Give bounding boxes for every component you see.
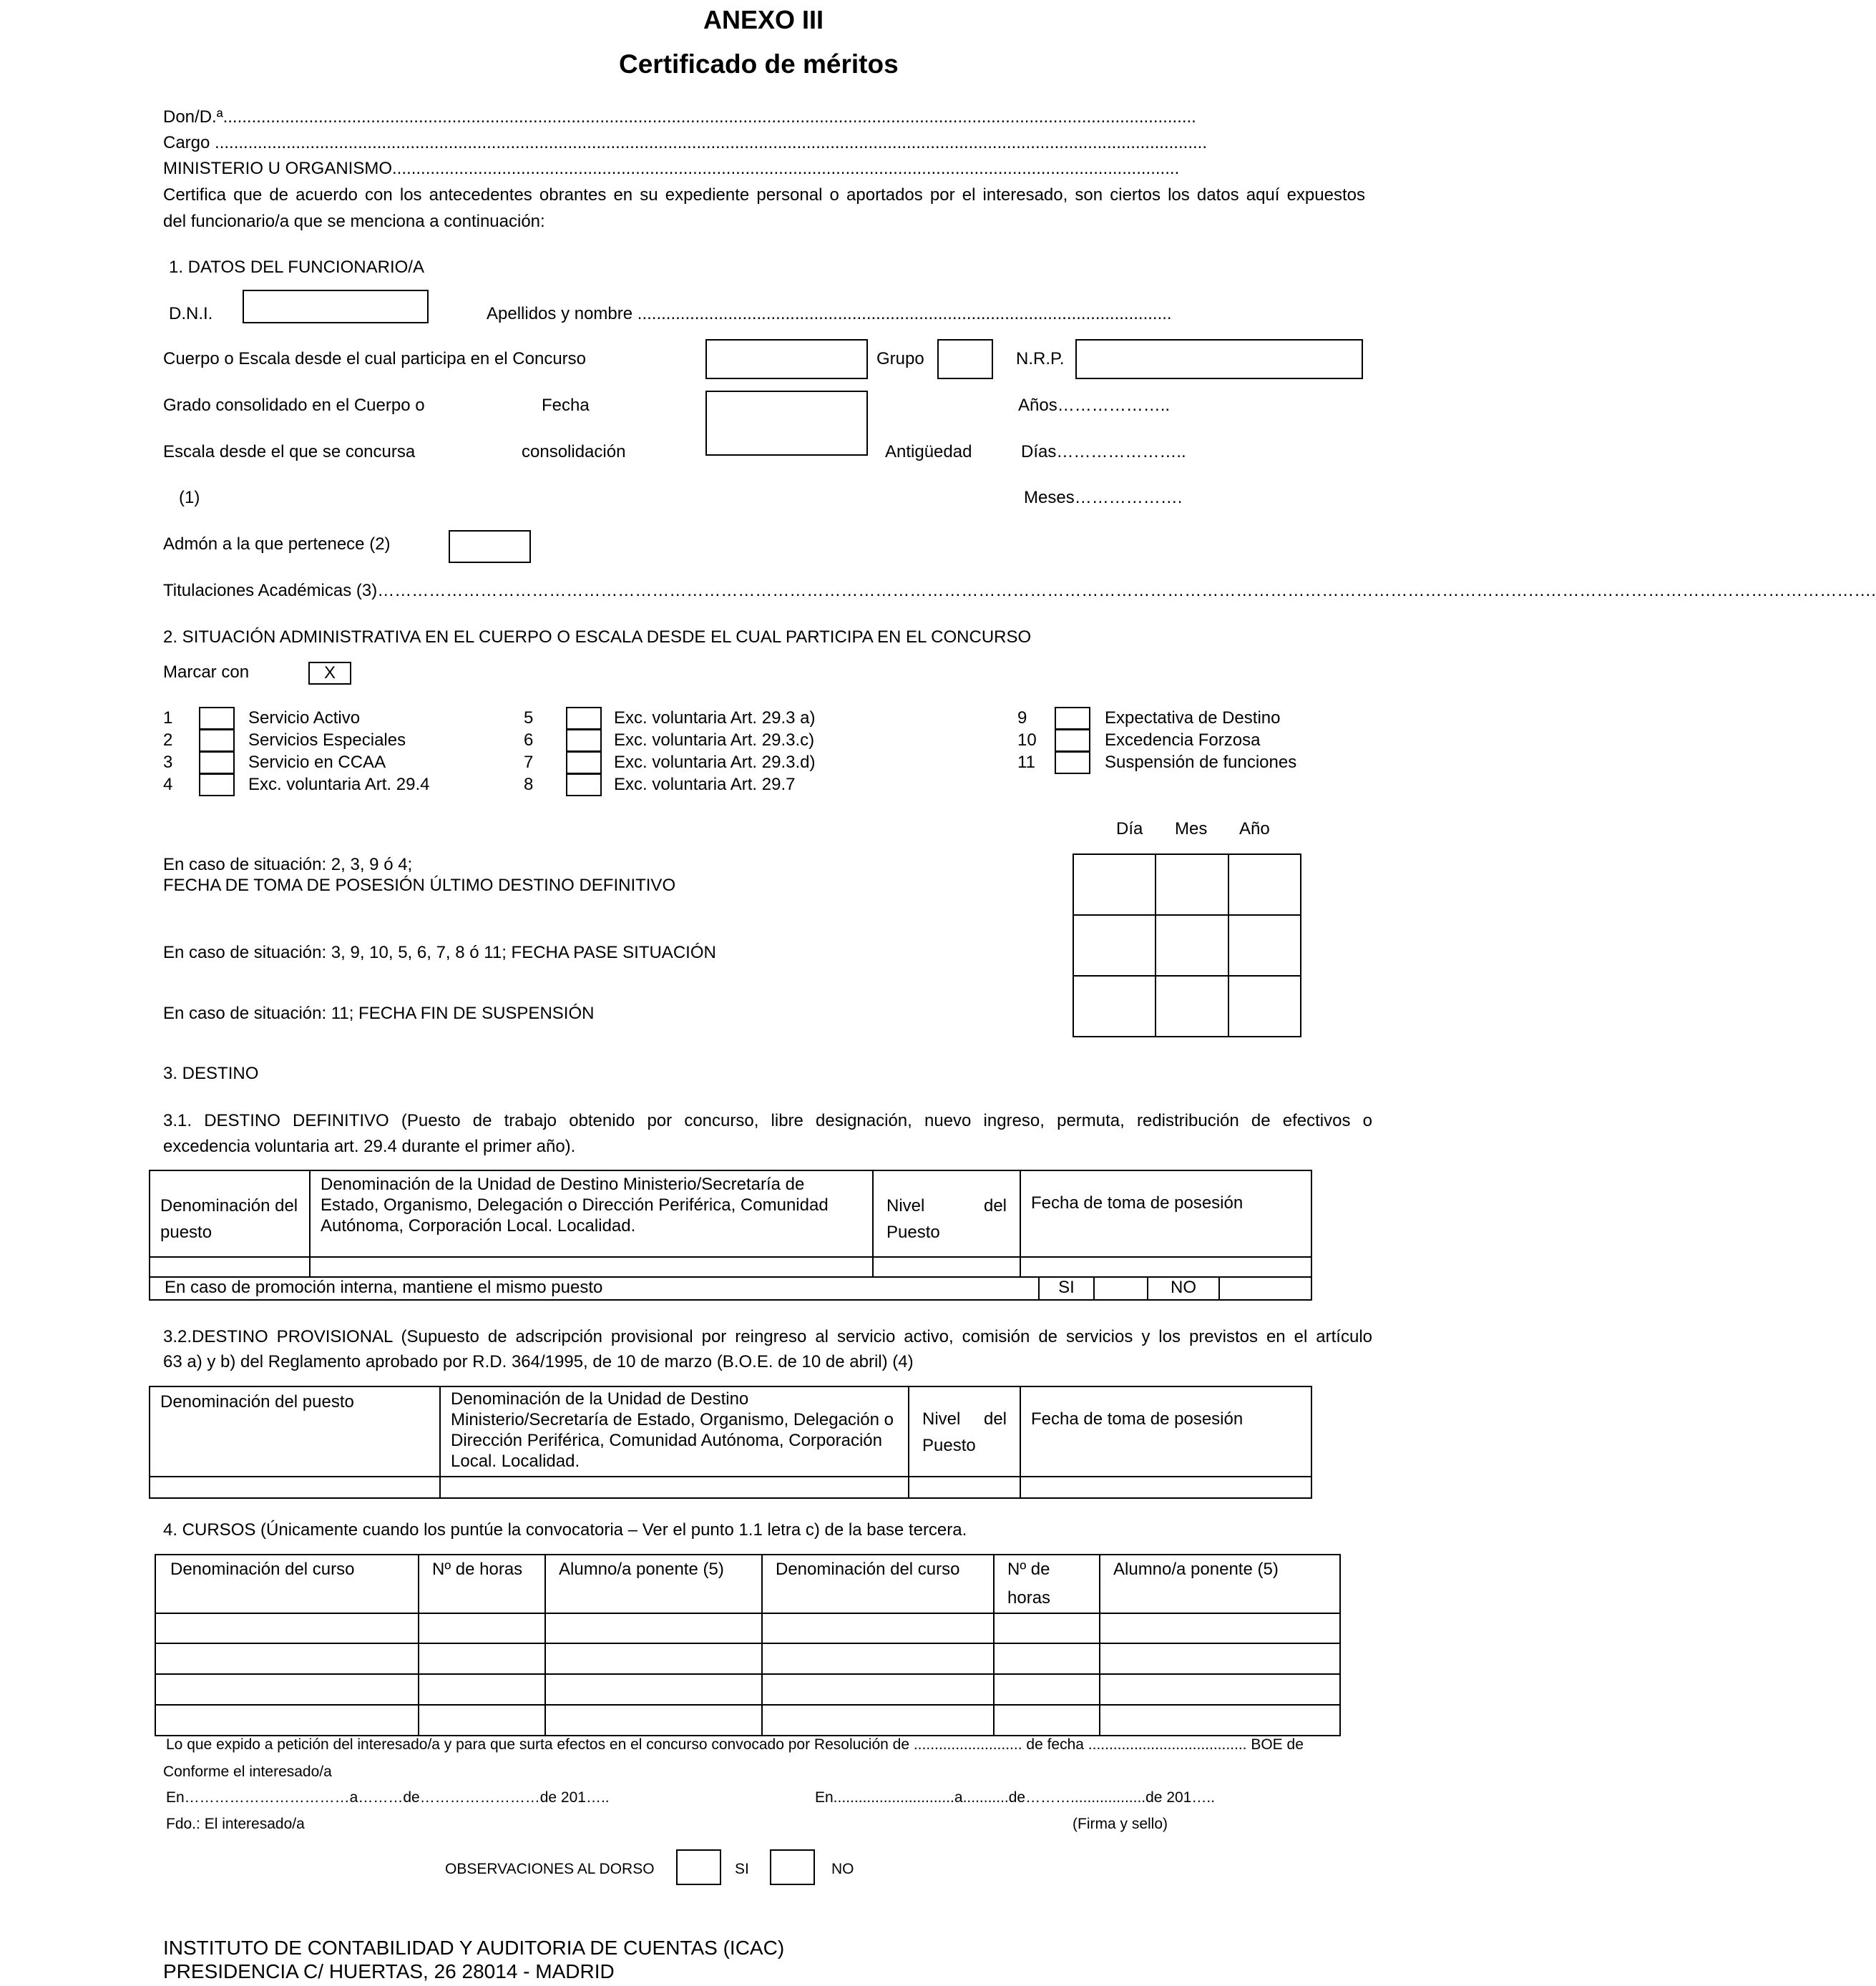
- t1-header-nivel: [873, 1170, 1020, 1257]
- date-header-dia: Día: [1116, 819, 1143, 838]
- situacion-checkbox[interactable]: [566, 773, 602, 796]
- dias-field[interactable]: [1021, 442, 1186, 463]
- nrp-label: N.R.P.: [1016, 349, 1065, 368]
- situacion-checkbox[interactable]: [1055, 707, 1090, 730]
- situacion-label: Excedencia Forzosa: [1105, 730, 1261, 750]
- destino-provisional-table: [149, 1386, 1312, 1499]
- cursos-h-horas-2: Nº de horas: [994, 1555, 1100, 1613]
- caso-2: En caso de situación: 3, 9, 10, 5, 6, 7, 8 ó 11; FECHA PASE SITUACIÓN: [163, 943, 716, 962]
- situacion-checkbox[interactable]: [566, 707, 602, 730]
- section-2-title: 2. SITUACIÓN ADMINISTRATIVA EN EL CUERPO O ESCALA DESDE EL CUAL PARTICIPA EN EL CONCURSO: [163, 627, 1032, 647]
- curso-cell[interactable]: [1100, 1613, 1340, 1643]
- promocion-no-cell[interactable]: [1148, 1277, 1219, 1300]
- dni-input[interactable]: [243, 290, 429, 323]
- table-row: [155, 1674, 1340, 1705]
- curso-cell[interactable]: [155, 1705, 419, 1736]
- t2-del-word: del: [983, 1409, 1007, 1429]
- situacion-label: Exc. voluntaria Art. 29.7: [614, 775, 796, 794]
- situacion-number: 1: [163, 708, 173, 728]
- en-left-text[interactable]: En……………………………a………de……………………de 201…..: [166, 1789, 610, 1806]
- grado-label-1: Grado consolidado en el Cuerpo o: [163, 396, 425, 415]
- t1-nivel-word: Nivel: [886, 1196, 925, 1215]
- apellidos-label: Apellidos y nombre: [487, 304, 633, 323]
- curso-cell[interactable]: [1100, 1705, 1340, 1736]
- dni-label: D.N.I.: [169, 304, 213, 323]
- promocion-no-label: NO: [1171, 1278, 1196, 1297]
- curso-cell[interactable]: [419, 1705, 545, 1736]
- observaciones-no-label: NO: [831, 1861, 854, 1877]
- observaciones-no-box[interactable]: [770, 1849, 815, 1885]
- fecha-pase-ano[interactable]: [1228, 915, 1301, 976]
- promocion-no-box[interactable]: [1219, 1277, 1311, 1300]
- situacion-label: Servicio en CCAA: [248, 753, 386, 772]
- situacion-checkbox[interactable]: [199, 729, 235, 752]
- annex-title: ANEXO III: [703, 5, 824, 34]
- curso-cell[interactable]: [155, 1613, 419, 1643]
- curso-cell[interactable]: [994, 1705, 1100, 1736]
- curso-cell[interactable]: [545, 1613, 762, 1643]
- situacion-label: Servicios Especiales: [248, 730, 406, 750]
- fecha-pase-dia[interactable]: [1073, 915, 1156, 976]
- situacion-checkbox[interactable]: [199, 751, 235, 774]
- cargo-label: Cargo: [163, 133, 210, 152]
- ministerio-dots: .....................................................................................................................................................................: [392, 159, 1180, 178]
- conforme-text: Conforme el interesado/a: [163, 1764, 332, 1780]
- curso-cell[interactable]: [419, 1674, 545, 1705]
- situacion-checkbox[interactable]: [199, 707, 235, 730]
- expido-text: Lo que expido a petición del interesado/a y para que surta efectos en el concurso convocado por Resolución de .......................... de fecha ...................................... BOE de: [166, 1736, 1304, 1753]
- meses-field[interactable]: [1024, 488, 1182, 509]
- don-label: Don/D.ª: [163, 107, 223, 127]
- curso-cell[interactable]: [1100, 1643, 1340, 1674]
- fecha-pase-mes[interactable]: [1156, 915, 1228, 976]
- t1-header-unidad: Denominación de la Unidad de Destino Ministerio/Secretaría de Estado, Organismo, Delegación o Dirección Periférica, Comunidad Autónoma, Corporación Local. Localidad.: [310, 1170, 873, 1257]
- titulaciones-dots: ……………………………………………………………………………………………………………………………………………………………………………………………………………………………………….: [377, 581, 1876, 600]
- dias-label: Días: [1021, 442, 1057, 461]
- t1-header-puesto: Denominación del puesto: [150, 1170, 310, 1257]
- cursos-h-alumno-2: Alumno/a ponente (5): [1100, 1555, 1340, 1613]
- fecha-toma-dia[interactable]: [1073, 854, 1156, 915]
- situacion-number: 10: [1017, 730, 1037, 750]
- curso-cell[interactable]: [762, 1674, 994, 1705]
- situacion-checkbox[interactable]: [566, 751, 602, 774]
- titulaciones-label: Titulaciones Académicas (3): [163, 581, 378, 600]
- situacion-label: Servicio Activo: [248, 708, 361, 728]
- curso-cell[interactable]: [994, 1643, 1100, 1674]
- curso-cell[interactable]: [155, 1643, 419, 1674]
- cuerpo-input[interactable]: [705, 339, 868, 379]
- curso-cell[interactable]: [994, 1674, 1100, 1705]
- anos-field[interactable]: [1018, 396, 1170, 416]
- situacion-checkbox[interactable]: [1055, 729, 1090, 752]
- curso-cell[interactable]: [762, 1613, 994, 1643]
- t1-header-fecha: Fecha de toma de posesión: [1020, 1170, 1311, 1257]
- footer-line-2: PRESIDENCIA C/ HUERTAS, 26 28014 - MADRID: [163, 1960, 615, 1982]
- fdo-text: Fdo.: El interesado/a: [166, 1816, 305, 1832]
- fechas-grid: [1073, 853, 1301, 1037]
- t1-del-word: del: [983, 1196, 1007, 1215]
- caso-1-line-a: En caso de situación: 2, 3, 9 ó 4;: [163, 855, 413, 874]
- page-title: Certificado de méritos: [619, 49, 899, 79]
- cursos-h-horas-1: Nº de horas: [419, 1555, 545, 1613]
- fecha-fin-ano[interactable]: [1228, 976, 1301, 1037]
- admon-input[interactable]: [449, 530, 531, 563]
- curso-cell[interactable]: [545, 1705, 762, 1736]
- situacion-number: 5: [524, 708, 534, 728]
- curso-cell[interactable]: [545, 1643, 762, 1674]
- date-header-mes: Mes: [1175, 819, 1208, 838]
- curso-cell[interactable]: [545, 1674, 762, 1705]
- grado-label-3: (1): [179, 488, 200, 507]
- observaciones-label: OBSERVACIONES AL DORSO: [445, 1861, 655, 1877]
- t2-header-unidad: Denominación de la Unidad de Destino Ministerio/Secretaría de Estado, Organismo, Delegación o Dirección Periférica, Comunidad Autónoma, Corporación Local. Localidad.: [440, 1386, 909, 1477]
- situacion-label: Exc. voluntaria Art. 29.4: [248, 775, 430, 794]
- situacion-checkbox[interactable]: [566, 729, 602, 752]
- promocion-label: En caso de promoción interna, mantiene el mismo puesto: [150, 1277, 1039, 1300]
- apellidos-field[interactable]: [487, 304, 1172, 325]
- cursos-h-denominacion-2: Denominación del curso: [762, 1555, 994, 1613]
- t2-header-puesto: Denominación del puesto: [150, 1386, 440, 1477]
- promocion-si-box[interactable]: [1094, 1277, 1148, 1300]
- nrp-input[interactable]: [1075, 339, 1363, 379]
- destino-definitivo-line-2: excedencia voluntaria art. 29.4 durante el primer año).: [163, 1137, 576, 1156]
- t2-puesto-word: Puesto: [922, 1436, 976, 1455]
- t2-header-fecha: Fecha de toma de posesión: [1020, 1386, 1311, 1477]
- situacion-checkbox[interactable]: [1055, 751, 1090, 774]
- section-1-title: 1. DATOS DEL FUNCIONARIO/A: [169, 258, 424, 277]
- curso-cell[interactable]: [762, 1643, 994, 1674]
- grupo-label: Grupo: [876, 349, 924, 368]
- footer-line-1: INSTITUTO DE CONTABILIDAD Y AUDITORIA DE CUENTAS (ICAC): [163, 1937, 785, 1959]
- meses-label: Meses: [1024, 488, 1075, 507]
- fecha-label-2: consolidación: [522, 442, 626, 461]
- cursos-header-row: [155, 1555, 1340, 1613]
- ministerio-field[interactable]: [163, 159, 1179, 180]
- antiguedad-label: Antigüedad: [885, 442, 972, 461]
- t2-cell-puesto[interactable]: [150, 1477, 440, 1498]
- certifica-line-2: del funcionario/a que se menciona a continuación:: [163, 212, 545, 231]
- curso-cell[interactable]: [994, 1613, 1100, 1643]
- caso-3: En caso de situación: 11; FECHA FIN DE SUSPENSIÓN: [163, 1004, 595, 1023]
- promocion-si-label: SI: [1058, 1278, 1075, 1297]
- situacion-number: 7: [524, 753, 534, 772]
- titulaciones-field[interactable]: [163, 581, 1876, 602]
- situacion-label: Exc. voluntaria Art. 29.3 a): [614, 708, 816, 728]
- fecha-toma-ano[interactable]: [1228, 854, 1301, 915]
- caso-1-line-b: FECHA DE TOMA DE POSESIÓN ÚLTIMO DESTINO DEFINITIVO: [163, 876, 676, 895]
- situacion-label: Exc. voluntaria Art. 29.3.d): [614, 753, 816, 772]
- certifica-line-1: Certifica que de acuerdo con los antecedentes obrantes en su expediente personal o aportados por el interesado, son ciertos los datos aquí expuestos: [163, 185, 1365, 205]
- situacion-number: 11: [1017, 753, 1035, 772]
- destino-definitivo-line-1: 3.1. DESTINO DEFINITIVO (Puesto de trabajo obtenido por concurso, libre designación, nuevo ingreso, permuta, redistribución de efectivos o: [163, 1111, 1372, 1130]
- situacion-label: Suspensión de funciones: [1105, 753, 1297, 772]
- situacion-number: 6: [524, 730, 534, 750]
- situacion-label: Exc. voluntaria Art. 29.3.c): [614, 730, 815, 750]
- grupo-input[interactable]: [937, 339, 993, 379]
- en-right-text[interactable]: En.............................a...........de………..................de 201…..: [815, 1789, 1216, 1806]
- destino-provisional-line-1: 3.2.DESTINO PROVISIONAL (Supuesto de adscripción provisional por reingreso al servicio activo, comisión de servicios y los previstos en el artículo: [163, 1327, 1372, 1346]
- section-3-title: 3. DESTINO: [163, 1064, 259, 1083]
- don-field[interactable]: [163, 107, 1196, 128]
- cargo-dots: ................................................................................................................................................................................................................: [215, 133, 1207, 152]
- fecha-toma-mes[interactable]: [1156, 854, 1228, 915]
- promocion-table: [149, 1276, 1312, 1301]
- t2-cell-fecha[interactable]: [1020, 1477, 1311, 1498]
- cursos-h-denominacion-1: Denominación del curso: [155, 1555, 419, 1613]
- cursos-table: [155, 1554, 1341, 1736]
- curso-cell[interactable]: [762, 1705, 994, 1736]
- situacion-number: 3: [163, 753, 173, 772]
- marcar-label: Marcar con: [163, 662, 250, 682]
- cuerpo-label: Cuerpo o Escala desde el cual participa en el Concurso: [163, 349, 587, 368]
- curso-cell[interactable]: [155, 1674, 419, 1705]
- situacion-checkbox[interactable]: [199, 773, 235, 796]
- firma-text: (Firma y sello): [1073, 1816, 1168, 1832]
- situacion-number: 8: [524, 775, 534, 794]
- don-dots: ............................................................................................................................................................................................................: [223, 107, 1196, 127]
- marcar-x-sample: X: [308, 662, 351, 685]
- date-header-ano: Año: [1239, 819, 1270, 838]
- t1-cell-fecha[interactable]: [1020, 1257, 1311, 1277]
- t2-cell-nivel[interactable]: [909, 1477, 1020, 1498]
- fecha-fin-mes[interactable]: [1156, 976, 1228, 1037]
- destino-definitivo-table: [149, 1170, 1312, 1278]
- table-row: [155, 1613, 1340, 1643]
- fecha-consolidacion-input[interactable]: [705, 391, 868, 456]
- curso-cell[interactable]: [419, 1643, 545, 1674]
- table-row: [155, 1643, 1340, 1674]
- observaciones-si-box[interactable]: [676, 1849, 721, 1885]
- situacion-number: 4: [163, 775, 173, 794]
- t2-header-nivel: [909, 1386, 1020, 1477]
- grado-label-2: Escala desde el que se concursa: [163, 442, 416, 461]
- t1-cell-unidad[interactable]: [310, 1257, 873, 1277]
- situacion-label: Expectativa de Destino: [1105, 708, 1281, 728]
- t2-nivel-word: Nivel: [922, 1409, 961, 1429]
- curso-cell[interactable]: [1100, 1674, 1340, 1705]
- observaciones-si-label: SI: [735, 1861, 749, 1877]
- cargo-field[interactable]: [163, 133, 1207, 154]
- apellidos-dots: ................................................................................................................: [637, 304, 1172, 323]
- situacion-number: 2: [163, 730, 173, 750]
- promocion-si-cell[interactable]: [1040, 1277, 1094, 1300]
- anos-dots: ………………..: [1057, 396, 1171, 415]
- ministerio-label: MINISTERIO U ORGANISMO: [163, 159, 393, 178]
- curso-cell[interactable]: [419, 1613, 545, 1643]
- admon-label: Admón a la que pertenece (2): [163, 534, 391, 554]
- anos-label: Años: [1018, 396, 1057, 415]
- section-4-title: 4. CURSOS (Únicamente cuando los puntúe la convocatoria – Ver el punto 1.1 letra c) de la base tercera.: [163, 1520, 967, 1540]
- t2-cell-unidad[interactable]: [440, 1477, 909, 1498]
- t1-cell-nivel[interactable]: [873, 1257, 1020, 1277]
- situacion-number: 9: [1017, 708, 1027, 728]
- fecha-fin-dia[interactable]: [1073, 976, 1156, 1037]
- fecha-label-1: Fecha: [542, 396, 590, 415]
- dias-dots: …………………..: [1056, 442, 1186, 461]
- table-row: [155, 1705, 1340, 1736]
- meses-dots: ……………….: [1074, 488, 1183, 507]
- destino-provisional-line-2: 63 a) y b) del Reglamento aprobado por R.D. 364/1995, de 10 de marzo (B.O.E. de 10 de abril) (4): [163, 1352, 914, 1371]
- cursos-h-alumno-1: Alumno/a ponente (5): [545, 1555, 762, 1613]
- t1-cell-puesto[interactable]: [150, 1257, 310, 1277]
- t1-puesto-word: Puesto: [886, 1223, 940, 1242]
